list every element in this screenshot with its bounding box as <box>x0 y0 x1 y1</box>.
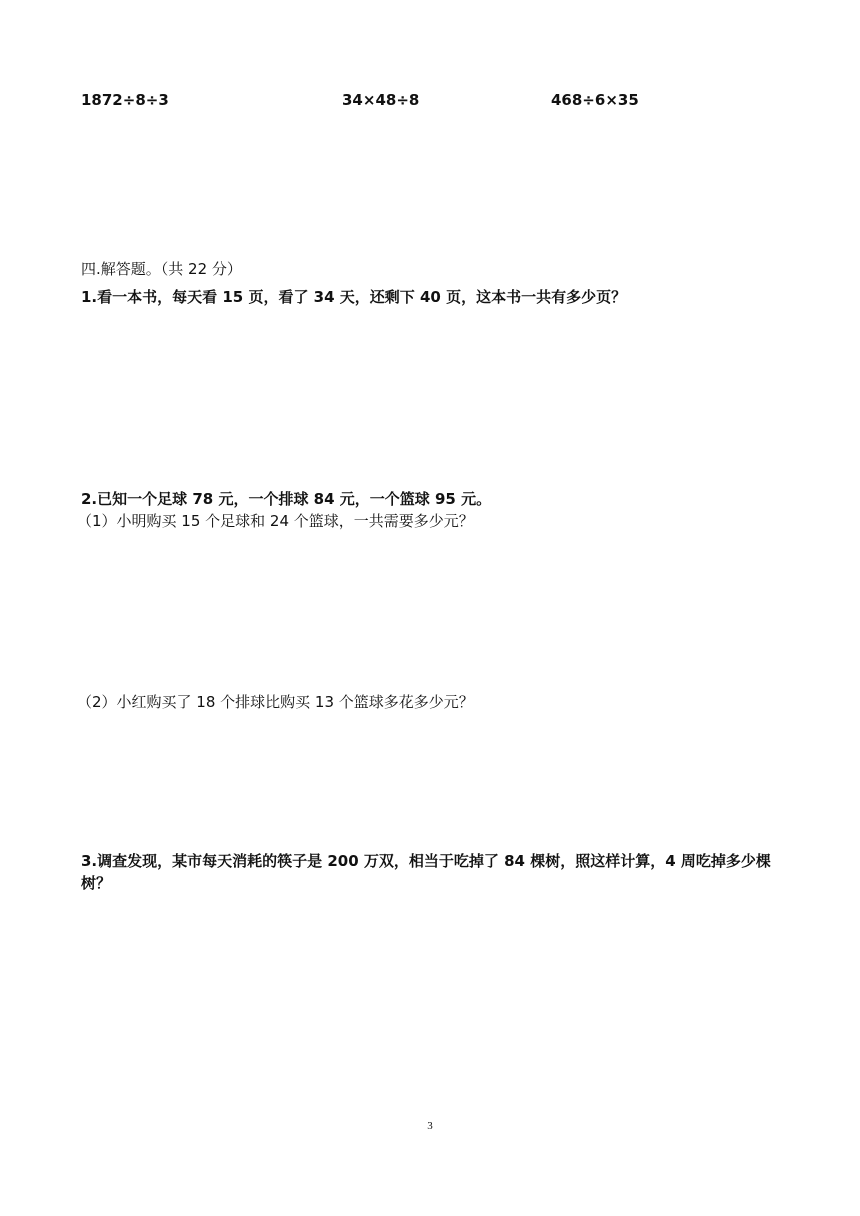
page-number: 3 <box>427 1120 433 1132</box>
expression-2: 34×48÷8 <box>342 91 420 109</box>
question-1: 1.看一本书，每天看 15 页，看了 34 天，还剩下 40 页，这本书一共有多少页？ <box>81 288 627 306</box>
question-2-intro: 2.已知一个足球 78 元，一个排球 84 元，一个篮球 95 元。 <box>81 490 492 508</box>
expression-3: 468÷6×35 <box>551 91 639 109</box>
expression-1: 1872÷8÷3 <box>81 91 169 109</box>
section-heading: 四.解答题。（共 22 分） <box>81 260 242 278</box>
question-2-part-2: （2）小红购买了 18 个排球比购买 13 个篮球多花多少元？ <box>77 693 474 711</box>
question-2-part-1: （1）小明购买 15 个足球和 24 个篮球，一共需要多少元？ <box>77 512 474 530</box>
question-3: 3.调查发现，某市每天消耗的筷子是 200 万双，相当于吃掉了 84 棵树，照这样计算，4 周吃掉多少棵树？ <box>81 852 771 892</box>
